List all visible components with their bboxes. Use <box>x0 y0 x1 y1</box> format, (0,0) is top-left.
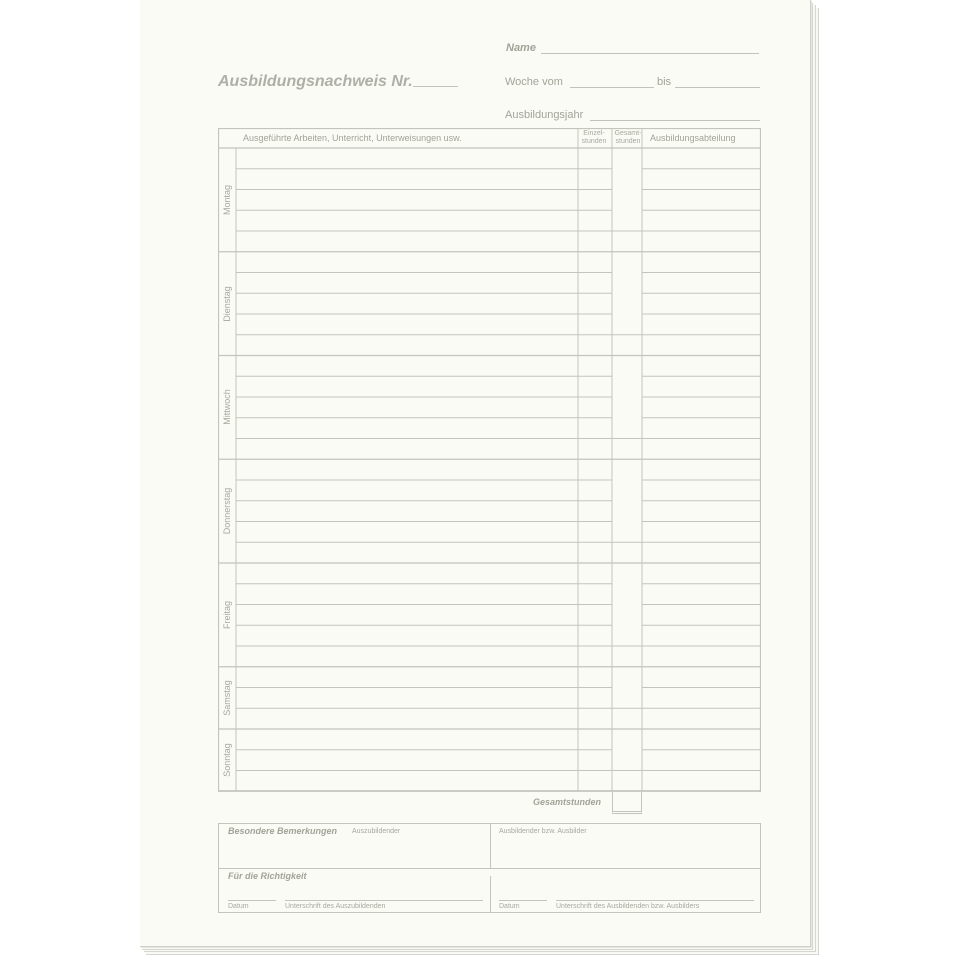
col-header-department: Ausbildungsabteilung <box>650 133 736 143</box>
day-label-montag: Montag <box>222 184 232 215</box>
trainer-date-label: Datum <box>499 903 520 910</box>
total-hours-field[interactable] <box>612 792 642 814</box>
training-year-label: Ausbildungsjahr <box>505 109 584 121</box>
trainer-signature-field[interactable] <box>556 900 754 901</box>
form-title: Ausbildungsnachweis Nr. <box>218 73 413 90</box>
day-label-mittwoch: Mittwoch <box>222 389 232 426</box>
training-year-field[interactable] <box>590 120 760 121</box>
trainee-date-field[interactable] <box>228 900 276 901</box>
trainer-date-field[interactable] <box>499 900 547 901</box>
day-label-samstag: Samstag <box>222 680 232 716</box>
week-from-label: Woche vom <box>505 76 563 88</box>
col-header-single-hours: Einzel- stunden <box>581 130 607 145</box>
week-to-label: bis <box>657 76 672 88</box>
week-to-field[interactable] <box>675 87 760 88</box>
correctness-label: Für die Richtigkeit <box>228 871 307 881</box>
week-from-field[interactable] <box>570 87 654 88</box>
table-grid <box>218 128 761 792</box>
weekly-report-table <box>218 128 761 792</box>
signature-box <box>218 823 761 913</box>
col-header-total-hours: Gesamt- stunden <box>614 130 642 145</box>
trainee-signature-field[interactable] <box>285 900 483 901</box>
remarks-label: Besondere Bemerkungen <box>228 826 338 836</box>
day-label-donnerstag: Donnerstag <box>222 487 232 535</box>
day-label-dienstag: Dienstag <box>222 285 232 322</box>
day-label-sonntag: Sonntag <box>222 743 232 777</box>
trainee-remarks-label: Auszubildender <box>352 828 401 835</box>
col-header-work: Ausgeführte Arbeiten, Unterricht, Unterweisungen usw. <box>243 133 462 143</box>
trainer-signature-label: Unterschrift des Ausbildenden bzw. Ausbilders <box>556 903 700 910</box>
total-hours-label: Gesamtstunden <box>533 797 602 807</box>
trainee-date-label: Datum <box>228 903 249 910</box>
name-label: Name <box>506 42 536 54</box>
trainee-signature-label: Unterschrift des Auszubildenden <box>285 903 386 910</box>
form-page <box>140 0 811 947</box>
name-field[interactable] <box>541 53 759 54</box>
report-number-field[interactable] <box>413 86 458 87</box>
day-label-freitag: Freitag <box>222 600 232 629</box>
trainer-remarks-label: Ausbildender bzw. Ausbilder <box>499 828 587 835</box>
